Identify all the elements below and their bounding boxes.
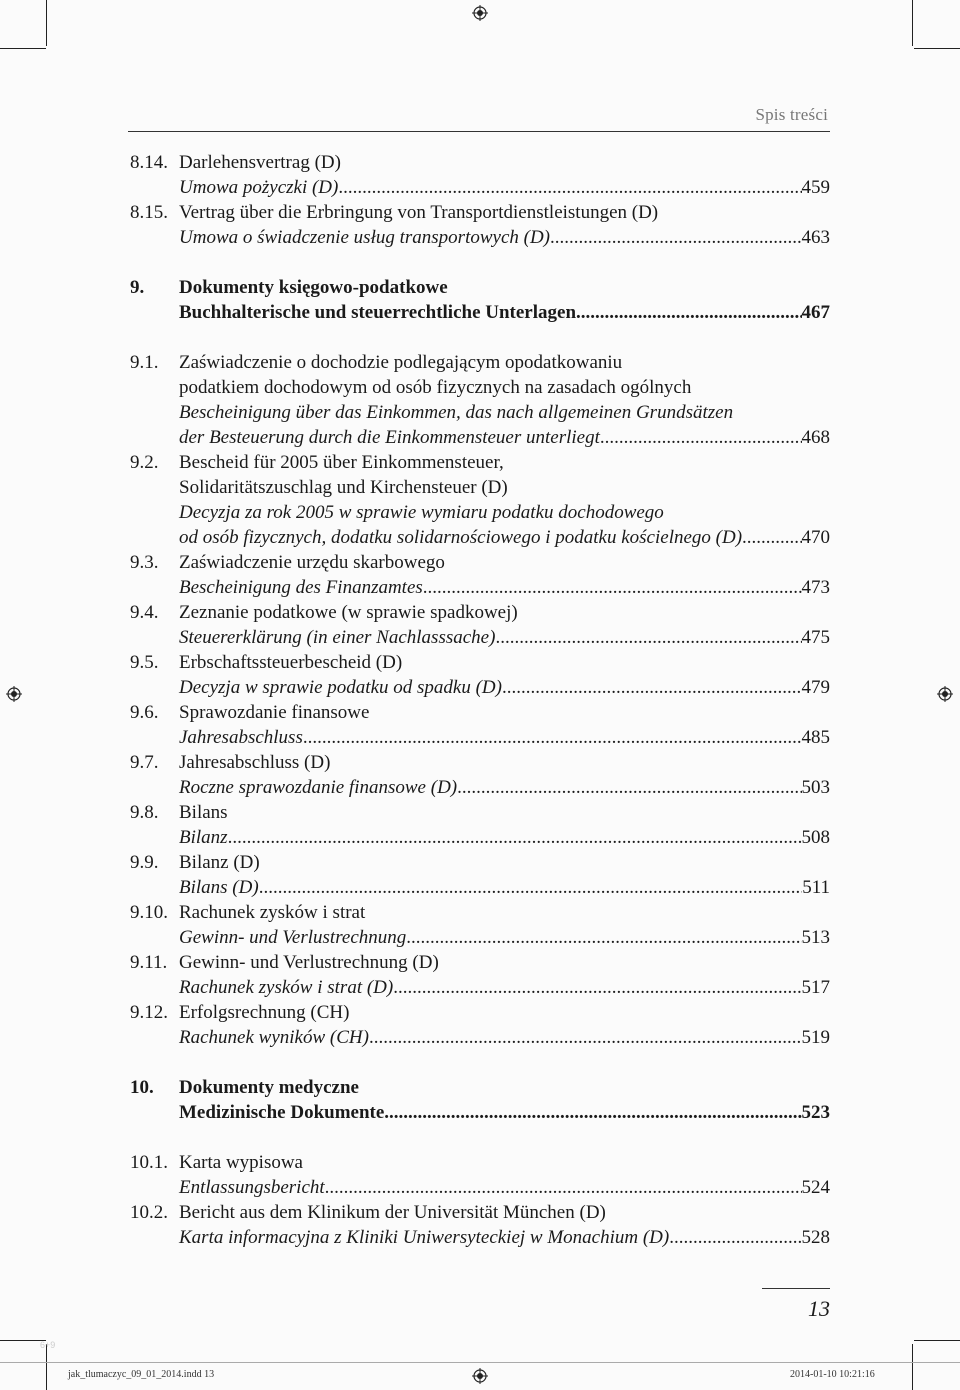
toc-entry-number: 9.3. [130, 552, 159, 573]
registration-mark-icon [6, 686, 22, 702]
slug-filename: jak_tlumaczyc_09_01_2014.indd 13 [68, 1369, 215, 1380]
toc-entry-title: podatkiem dochodowym od osób fizycznych na zasadach ogólnych [179, 377, 692, 398]
toc-entry-title: Rachunek zysków i strat [179, 902, 366, 923]
toc-entry[interactable] [130, 375, 830, 400]
toc-entry-number: 10.2. [130, 1202, 168, 1223]
toc-entry-page: 519 [801, 1027, 830, 1048]
toc-entry-number: 9.2. [130, 452, 159, 473]
toc-entry-title: Bescheinigung über das Einkommen, das nach allgemeinen Grundsätzen [179, 402, 734, 423]
toc-entry-number: 9.9. [130, 852, 159, 873]
toc-entry[interactable] [130, 1200, 830, 1225]
slug-timestamp: 2014-01-10 10:21:16 [790, 1369, 875, 1380]
toc-entry-title: Zaświadczenie urzędu skarbowego [179, 552, 445, 573]
toc-leader-dots [384, 1100, 801, 1125]
toc-entry-page: 511 [802, 877, 830, 898]
toc-leader-dots [423, 575, 802, 600]
toc-entry-page: 523 [801, 1102, 830, 1123]
toc-leader-dots [742, 525, 801, 550]
toc-entry-title: Zeznanie podatkowe (w sprawie spadkowej) [179, 602, 518, 623]
toc-entry-title: Umowa o świadczenie usług transportowych (D) [179, 227, 551, 248]
toc-leader-dots [457, 775, 801, 800]
toc-leader-dots [600, 425, 802, 450]
toc-entry-title: Bilanz (D) [179, 852, 260, 873]
toc-leader-dots [669, 1225, 801, 1250]
toc-entry-title: der Besteuerung durch die Einkommensteuer unterliegt [179, 427, 600, 448]
toc-entry[interactable] [130, 1075, 830, 1100]
toc-entry-title: Rachunek zysków i strat (D) [179, 977, 394, 998]
toc-entry[interactable] [130, 350, 830, 375]
header-rule [128, 131, 830, 132]
toc-entry[interactable] [130, 1000, 830, 1025]
toc-entry-title: Bilans [179, 802, 228, 823]
toc-entry-page: 463 [801, 227, 830, 248]
footer-rule [762, 1288, 830, 1289]
toc-leader-dots [502, 675, 802, 700]
toc-entry-page: 473 [801, 577, 830, 598]
toc-entry[interactable] [130, 600, 830, 625]
toc-entry-title: Decyzja w sprawie podatku od spadku (D) [179, 677, 502, 698]
toc-entry[interactable] [130, 850, 830, 875]
toc-entry[interactable] [130, 975, 830, 1000]
toc-leader-dots [325, 1175, 802, 1200]
crop-mark [914, 1340, 960, 1341]
toc-entry[interactable] [130, 1100, 830, 1125]
toc-entry-number: 9.5. [130, 652, 159, 673]
toc-entry-page: 503 [801, 777, 830, 798]
registration-mark-icon [472, 1368, 488, 1384]
toc-leader-dots [228, 825, 802, 850]
toc-entry[interactable] [130, 775, 830, 800]
toc-entry[interactable] [130, 175, 830, 200]
toc-entry-number: 10.1. [130, 1152, 168, 1173]
toc-entry-title: Medizinische Dokumente [179, 1102, 385, 1123]
toc-entry-page: 513 [801, 927, 830, 948]
toc-entry-title: Erfolgsrechnung (CH) [179, 1002, 350, 1023]
toc-entry-number: 9. [130, 277, 145, 298]
toc-entry-page: 479 [801, 677, 830, 698]
toc-entry[interactable] [130, 625, 830, 650]
toc-entry[interactable] [130, 475, 830, 500]
toc-entry[interactable] [130, 825, 830, 850]
toc-entry[interactable] [130, 675, 830, 700]
toc-leader-dots [406, 925, 801, 950]
toc-entry-number: 10. [130, 1077, 154, 1098]
toc-entry[interactable] [130, 750, 830, 775]
running-head: Spis treści [755, 105, 828, 124]
toc-entry[interactable] [130, 1150, 830, 1175]
toc-entry-number: 8.14. [130, 152, 168, 173]
toc-entry-page: 524 [801, 1177, 830, 1198]
toc-entry-number: 9.10. [130, 902, 168, 923]
toc-entry-number: 8.15. [130, 202, 168, 223]
toc-entry[interactable] [130, 500, 830, 525]
toc-entry-title: Vertrag über die Erbringung von Transportdienstleistungen (D) [179, 202, 659, 223]
toc-entry-title: Buchhalterische und steuerrechtliche Unterlagen [179, 302, 577, 323]
toc-entry[interactable] [130, 650, 830, 675]
toc-entry-number: 9.4. [130, 602, 159, 623]
toc-entry-page: 485 [801, 727, 830, 748]
toc-entry-title: Karta informacyjna z Kliniki Uniwersyteckiej w Monachium (D) [179, 1227, 670, 1248]
toc-entry-page: 528 [801, 1227, 830, 1248]
toc-entry-title: Decyzja za rok 2005 w sprawie wymiaru podatku dochodowego [179, 502, 664, 523]
toc-entry[interactable] [130, 450, 830, 475]
table-of-contents [130, 150, 830, 1250]
toc-entry-number: 9.11. [130, 952, 168, 973]
toc-entry[interactable] [130, 900, 830, 925]
toc-entry[interactable] [130, 925, 830, 950]
toc-entry[interactable] [130, 275, 830, 300]
toc-entry-title: Jahresabschluss [179, 727, 303, 748]
toc-entry[interactable] [130, 225, 830, 250]
toc-entry-title: Steuererklärung (in einer Nachlasssache) [179, 627, 496, 648]
toc-entry-title: Gewinn- und Verlustrechnung [179, 927, 407, 948]
crop-mark [46, 0, 47, 46]
toc-entry-title: Bilanz [179, 827, 228, 848]
toc-entry-title: Bescheid für 2005 über Einkommensteuer, [179, 452, 504, 473]
toc-entry[interactable] [130, 525, 830, 550]
toc-entry-title: Darlehensvertrag (D) [179, 152, 341, 173]
toc-entry-title: Karta wypisowa [179, 1152, 303, 1173]
toc-entry-title: Bescheinigung des Finanzamtes [179, 577, 423, 598]
toc-entry-number: 9.1. [130, 352, 159, 373]
page-number: 13 [808, 1296, 830, 1321]
toc-leader-dots [576, 300, 801, 325]
toc-entry-title: Sprawozdanie finansowe [179, 702, 370, 723]
registration-mark-icon [472, 5, 488, 21]
toc-entry[interactable] [130, 300, 830, 325]
toc-entry[interactable] [130, 1175, 830, 1200]
crop-mark [0, 48, 46, 49]
toc-entry-title: Dokumenty księgowo-podatkowe [179, 277, 448, 298]
toc-entry-title: od osób fizycznych, dodatku solidarnościowego i podatku kościelnego (D) [179, 527, 743, 548]
toc-entry[interactable] [130, 575, 830, 600]
toc-entry-page: 470 [801, 527, 830, 548]
toc-entry-page: 468 [801, 427, 830, 448]
crop-mark [912, 0, 913, 46]
toc-spacer [130, 1050, 830, 1075]
toc-entry-number: 9.12. [130, 1002, 168, 1023]
toc-entry-title: Bilans (D) [179, 877, 259, 898]
crop-mark [914, 48, 960, 49]
toc-entry-page: 517 [801, 977, 830, 998]
toc-entry-page: 475 [801, 627, 830, 648]
toc-entry[interactable] [130, 200, 830, 225]
toc-leader-dots [550, 225, 801, 250]
toc-entry-title: Solidaritätszuschlag und Kirchensteuer (D) [179, 477, 508, 498]
toc-entry-number: 9.8. [130, 802, 159, 823]
toc-entry-title: Dokumenty medyczne [179, 1077, 359, 1098]
toc-leader-dots [495, 625, 801, 650]
toc-entry-title: Rachunek wyników (CH) [179, 1027, 369, 1048]
toc-spacer [130, 1125, 830, 1150]
toc-entry-page: 508 [801, 827, 830, 848]
registration-mark-icon [937, 686, 953, 702]
toc-entry-page: 467 [801, 302, 830, 323]
toc-entry[interactable] [130, 800, 830, 825]
toc-entry[interactable] [130, 700, 830, 725]
toc-spacer [130, 325, 830, 350]
toc-leader-dots [259, 875, 803, 900]
toc-entry[interactable] [130, 725, 830, 750]
toc-entry-title: Umowa pożyczki (D) [179, 177, 339, 198]
toc-leader-dots [369, 1025, 802, 1050]
toc-entry[interactable] [130, 400, 830, 425]
toc-entry-number: 9.7. [130, 752, 159, 773]
toc-entry-title: Zaświadczenie o dochodzie podlegającym opodatkowaniu [179, 352, 623, 373]
toc-entry-title: Entlassungsbericht [179, 1177, 325, 1198]
slug-ghost-text: 6+9 [40, 1340, 56, 1350]
toc-entry-title: Bericht aus dem Klinikum der Universität München (D) [179, 1202, 606, 1223]
toc-leader-dots [303, 725, 802, 750]
toc-entry-title: Gewinn- und Verlustrechnung (D) [179, 952, 439, 973]
toc-entry-page: 459 [801, 177, 830, 198]
crop-mark [46, 1344, 47, 1390]
toc-entry[interactable] [130, 950, 830, 975]
toc-entry[interactable] [130, 150, 830, 175]
toc-entry-title: Erbschaftssteuerbescheid (D) [179, 652, 403, 673]
toc-entry[interactable] [130, 1225, 830, 1250]
toc-leader-dots [393, 975, 801, 1000]
toc-entry-number: 9.6. [130, 702, 159, 723]
toc-entry[interactable] [130, 875, 830, 900]
crop-mark [912, 1344, 913, 1390]
toc-leader-dots [338, 175, 801, 200]
toc-entry-title: Jahresabschluss (D) [179, 752, 331, 773]
slug-rule [0, 1362, 960, 1363]
toc-entry-title: Roczne sprawozdanie finansowe (D) [179, 777, 458, 798]
toc-entry[interactable] [130, 550, 830, 575]
toc-entry[interactable] [130, 425, 830, 450]
toc-spacer [130, 250, 830, 275]
toc-entry[interactable] [130, 1025, 830, 1050]
